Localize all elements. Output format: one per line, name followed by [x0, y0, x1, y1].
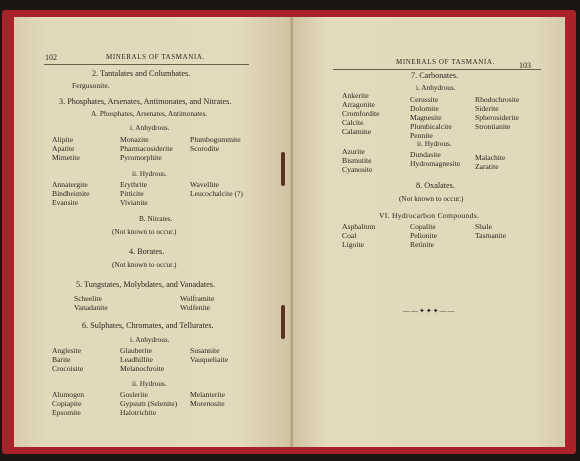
mineral-name: Cromfordite: [342, 109, 380, 118]
mineral-name: Goslerite: [120, 390, 148, 399]
mineral-name: Tasmanite: [475, 231, 507, 240]
mineral-name: Leadhillite: [120, 355, 153, 364]
list-col-1: [74, 294, 108, 312]
mineral-name: Copiapite: [52, 399, 82, 408]
mineral-name: Spherosiderite: [475, 113, 519, 122]
mineral-name: Wolframite: [180, 294, 215, 303]
mineral-name: Rhodochrosite: [475, 95, 520, 104]
section-4-note: (Not known to occur.): [112, 260, 177, 269]
mineral-name: Asphaltum: [342, 222, 376, 231]
section-8-note: (Not known to occur.): [399, 194, 464, 203]
section-end-ornament: ——✦✦✦——: [403, 307, 456, 315]
mineral-name: Wavellite: [190, 180, 219, 189]
section-8-title: 8. Oxalates.: [416, 181, 455, 190]
section-3b-title: B. Nitrates.: [139, 214, 173, 223]
mineral-name: Ligoite: [342, 240, 364, 249]
page-number-left: 102: [45, 53, 57, 62]
mineral-name: Scorodite: [190, 144, 220, 153]
section-6-hydrous: ii. Hydrous.: [132, 379, 167, 388]
list-col-2: [410, 150, 460, 168]
mineral-name: Susannite: [190, 346, 220, 355]
list-col-2: [180, 294, 214, 312]
mineral-name: Azurite: [342, 147, 365, 156]
mineral-name: Vivianite: [120, 198, 148, 207]
mineral-name: Melanochroite: [120, 364, 165, 373]
mineral-name: Magnesite: [410, 113, 442, 122]
mineral-name: Glauberite: [120, 346, 153, 355]
mineral-name: Retinite: [410, 240, 435, 249]
section-3-anhydrous: i. Anhydrous.: [130, 123, 170, 132]
section-4-title: 4. Borates.: [129, 247, 165, 256]
mineral-name: Pennite: [410, 131, 433, 140]
mineral-name: Siderite: [475, 104, 499, 113]
section-3-title: 3. Phosphates, Arsenates, Antimonates, and Nitrates.: [59, 97, 232, 106]
mineral-name: Alumogen: [52, 390, 85, 399]
list-col-1: [342, 91, 380, 136]
mineral-name: Dolomite: [410, 104, 439, 113]
mineral-name: Vauqueliaite: [190, 355, 228, 364]
header-rule-left: [44, 64, 249, 65]
section-7-hydrous: ii. Hydrous.: [417, 139, 452, 148]
mineral-name: Pharmacosiderite: [120, 144, 173, 153]
list-col-3: [475, 222, 506, 240]
left-page: [14, 17, 293, 447]
mineral-name: Shale: [475, 222, 492, 231]
staple-hole: [281, 305, 285, 339]
list-col-1: [342, 147, 372, 174]
mineral-name: Hydromagnesite: [410, 159, 461, 168]
mineral-name: Mimetite: [52, 153, 80, 162]
section-3a-title: A. Phosphates, Arsenates, Antimonates.: [91, 109, 208, 118]
list-col-3: [475, 95, 519, 131]
staple-hole: [281, 152, 285, 186]
list-col-1: [52, 390, 84, 417]
mineral-name: Crocoisite: [52, 364, 84, 373]
mineral-name: Bindheimite: [52, 189, 90, 198]
list-col-3: [190, 180, 243, 198]
list-col-2: [120, 180, 148, 207]
list-col-2: [410, 222, 437, 249]
mineral-name: Evansite: [52, 198, 79, 207]
right-page: [293, 17, 565, 447]
mineral-name: Apatite: [52, 144, 75, 153]
list-col-2: [120, 135, 173, 162]
mineral-name: Barite: [52, 355, 71, 364]
list-col-1: [52, 346, 83, 373]
mineral-name: Zaratite: [475, 162, 499, 171]
mineral-name: Gypsum (Selenite): [120, 399, 178, 408]
section-2-title: 2. Tantalates and Columbates.: [92, 69, 191, 78]
section-6-title: 6. Sulphates, Chromates, and Tellurates.: [82, 321, 214, 330]
mineral-name: Vanadanite: [74, 303, 108, 312]
mineral-name: Anglesite: [52, 346, 82, 355]
mineral-name: Morenosite: [190, 399, 225, 408]
mineral-name: Fergusonite.: [72, 81, 110, 90]
section-3-hydrous: ii. Hydrous.: [132, 169, 167, 178]
mineral-name: Calcite: [342, 118, 364, 127]
mineral-name: Pitticite: [120, 189, 144, 198]
section-7-title: 7. Carbonates.: [411, 71, 459, 80]
list-col-2: [120, 390, 177, 417]
mineral-name: Coal: [342, 231, 357, 240]
mineral-name: Epsomite: [52, 408, 81, 417]
mineral-name: Copalite: [410, 222, 436, 231]
running-head-left: MINERALS OF TASMANIA.: [106, 53, 205, 61]
mineral-name: Erythrite: [120, 180, 147, 189]
mineral-name: Melanterite: [190, 390, 225, 399]
mineral-name: Annatergite: [52, 180, 88, 189]
mineral-name: Pyromorphite: [120, 153, 162, 162]
mineral-name: Calamine: [342, 127, 372, 136]
mineral-name: Scheelite: [74, 294, 102, 303]
mineral-name: Halotrichite: [120, 408, 157, 417]
running-head-right: MINERALS OF TASMANIA.: [396, 58, 495, 66]
list-col-3: [475, 153, 505, 171]
mineral-name: Cyanosite: [342, 165, 373, 174]
list-col-1: [52, 180, 90, 207]
list-col-3: [190, 390, 225, 408]
section-5-title: 5. Tungstates, Molybdates, and Vanadates.: [76, 280, 216, 289]
mineral-name: Leucochalcite (?): [190, 189, 243, 198]
list-col-1: [52, 135, 80, 162]
section-6-anhydrous: i. Anhydrous.: [130, 335, 170, 344]
mineral-name: Cerussite: [410, 95, 439, 104]
mineral-name: Strontianite: [475, 122, 511, 131]
mineral-name: Arragonite: [342, 100, 375, 109]
section-7-anhydrous: i. Anhydrous.: [416, 83, 456, 92]
mineral-name: Bismutite: [342, 156, 372, 165]
mineral-name: Malachite: [475, 153, 506, 162]
page-number-right: 103: [519, 61, 531, 70]
mineral-name: Plumbicalcite: [410, 122, 452, 131]
mineral-name: Ankerite: [342, 91, 369, 100]
mineral-name: Alipite: [52, 135, 74, 144]
section-2-list: [72, 81, 110, 90]
list-col-2: [410, 95, 452, 140]
mineral-name: Wulfenite: [180, 303, 211, 312]
list-col-3: [190, 135, 241, 153]
mineral-name: Monazite: [120, 135, 149, 144]
section-vi-title: VI. Hydrocarbon Compounds.: [379, 211, 480, 220]
section-3b-note: (Not known to occur.): [112, 227, 177, 236]
mineral-name: Pelionite: [410, 231, 437, 240]
header-rule-right: [333, 69, 541, 70]
list-col-2: [120, 346, 164, 373]
mineral-name: Dundasite: [410, 150, 441, 159]
list-col-3: [190, 346, 228, 364]
mineral-name: Plumbogummite: [190, 135, 241, 144]
list-col-1: [342, 222, 375, 249]
